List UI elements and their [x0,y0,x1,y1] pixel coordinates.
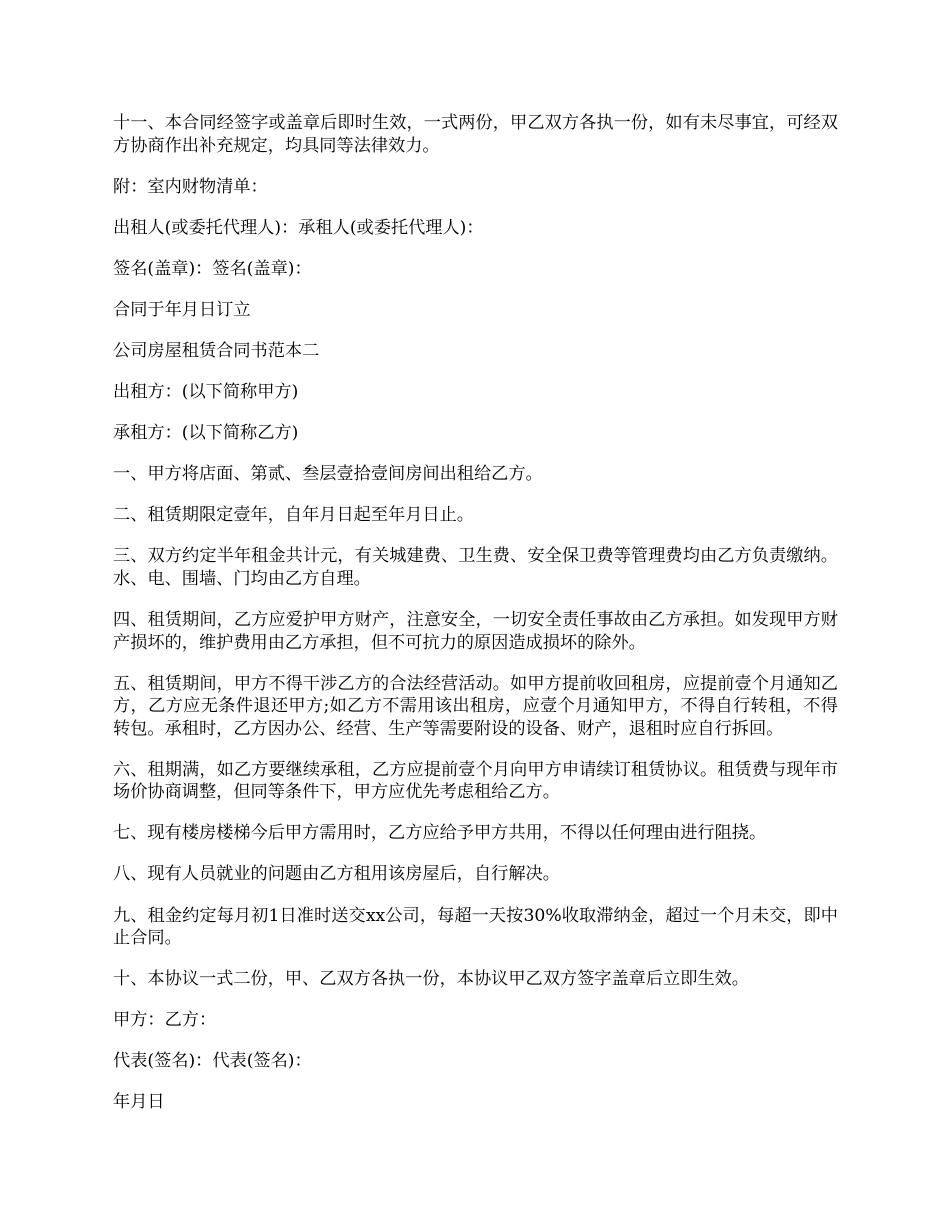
attachment-inventory-line: 附：室内财物清单： [113,176,268,197]
clause-6-paragraph: 六、租期满，如乙方要继续承租，乙方应提前壹个月向甲方申请续订租赁协议。租赁费与现年市场价协商调整，但同等条件下，甲方应优先考虑租给乙方。 [113,759,838,803]
party-a-b-line: 甲方：乙方： [113,1010,217,1031]
lessor-lessee-line: 出租人(或委托代理人)：承租人(或委托代理人)： [113,217,484,238]
clause-1-paragraph: 一、甲方将店面、第贰、叁层壹拾壹间房间出租给乙方。 [113,464,543,485]
lessee-party-line: 承租方：(以下简称乙方) [113,423,299,444]
document-page [113,112,838,1132]
date-line: 年月日 [113,1092,165,1113]
clause-4-paragraph: 四、租赁期间，乙方应爱护甲方财产，注意安全，一切安全责任事故由乙方承担。如发现甲方财产损坏的，维护费用由乙方承担，但不可抗力的原因造成损坏的除外。 [113,610,838,653]
clause-8-paragraph: 八、现有人员就业的问题由乙方租用该房屋后，自行解决。 [113,864,560,885]
second-template-title: 公司房屋租赁合同书范本二 [113,340,320,361]
clause-10-paragraph: 十、本协议一式二份，甲、乙双方各执一份，本协议甲乙双方签字盖章后立即生效。 [113,969,749,990]
clause-11-paragraph: 十一、本合同经签字或盖章后即时生效，一式两份，甲乙双方各执一份，如有未尽事宜，可经双方协商作出补充规定，均具同等法律效力。 [113,113,838,156]
contract-date-line: 合同于年月日订立 [113,299,251,320]
clause-5-paragraph: 五、租赁期间，甲方不得干涉乙方的合法经营活动。如甲方提前收回租房，应提前壹个月通知乙方，乙方应无条件退还甲方;如乙方不需用该出租房，应壹个月通知甲方，不得自行转租，不得转包。承租时，乙方因办公、经营、生产等需要附设的设备、财产，退租时应自行拆回。 [113,673,838,739]
clause-7-paragraph: 七、现有楼房楼梯今后甲方需用时，乙方应给予甲方共用，不得以任何理由进行阻挠。 [113,823,767,844]
clause-9-paragraph: 九、租金约定每月初1日准时送交xx公司，每超一天按30%收取滞纳金，超过一个月未交，即中止合同。 [113,905,838,948]
representative-signature-line: 代表(签名)：代表(签名)： [113,1051,312,1072]
signature-seal-line: 签名(盖章)：签名(盖章)： [113,258,312,279]
lessor-party-line: 出租方：(以下简称甲方) [113,382,299,403]
clause-3-paragraph: 三、双方约定半年租金共计元，有关城建费、卫生费、安全保卫费等管理费均由乙方负责缴纳。水、电、围墙、门均由乙方自理。 [113,546,838,589]
clause-2-paragraph: 二、租赁期限定壹年，自年月日起至年月日止。 [113,505,474,526]
